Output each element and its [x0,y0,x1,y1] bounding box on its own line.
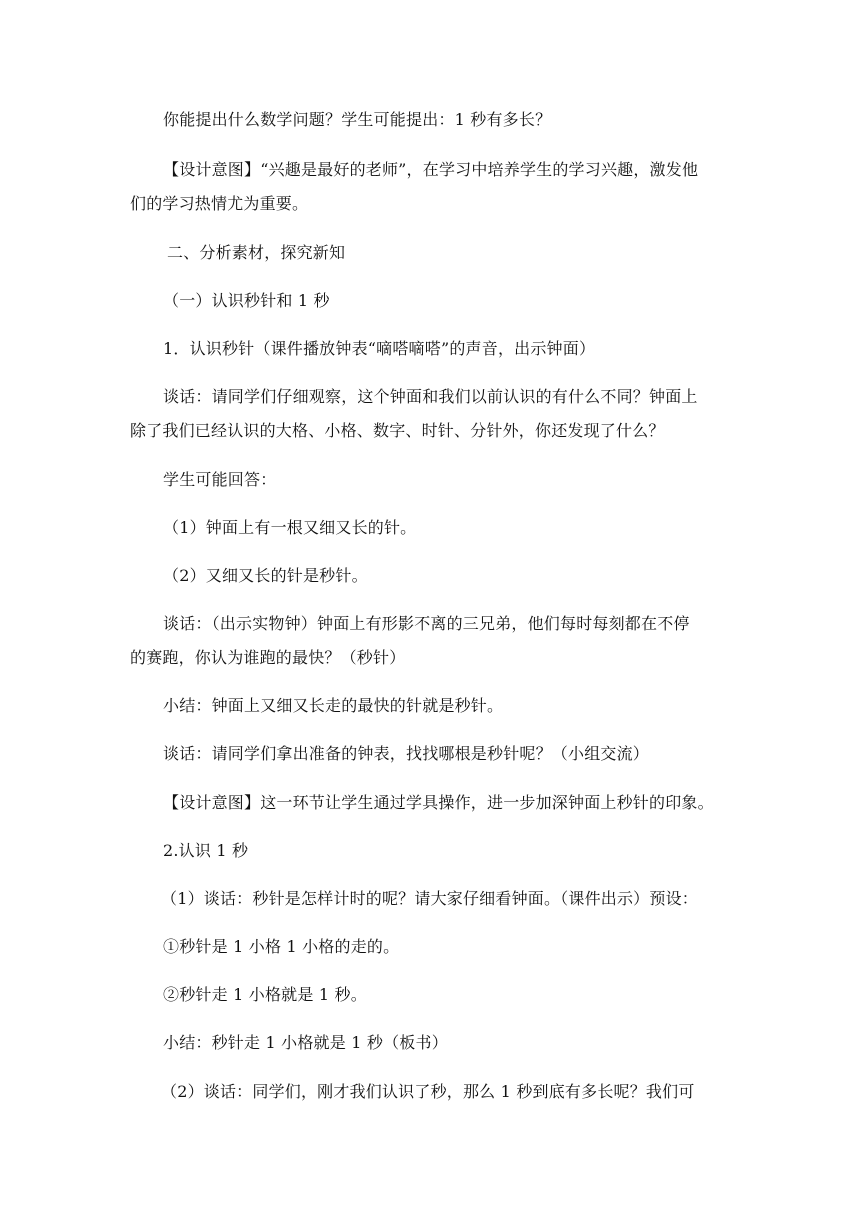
paragraph-design-intent-2 [130,786,767,820]
paragraph-dialogue-1 [130,380,734,448]
paragraph-summary-2 [130,1026,767,1060]
preset-item-2 [130,978,767,1012]
text-line: （1）谈话：秒针是怎样计时的呢？请大家仔细看钟面。（课件出示）预设： [161,889,698,908]
text-line: （2）谈话：同学们，刚才我们认识了秒，那么 1 秒到底有多长呢？我们可 [161,1082,695,1101]
paragraph-dialogue-4 [130,882,765,916]
text-line: 【设计意图】这一环节让学生通过学具操作，进一步加深钟面上秒针的印象。 [163,793,714,812]
paragraph-summary-1 [130,689,767,723]
subsection-heading-1 [130,284,767,318]
text-line: 的赛跑，你认为谁跑的最快？（秒针） [130,648,406,667]
text-line: 小结：钟面上又细又长走的最快的针就是秒针。 [163,696,504,715]
text-line: 们的学习热情尤为重要。 [130,194,309,213]
text-line: 2.认识 1 秒 [163,841,249,860]
text-line: 1．认识秒针（课件播放钟表“嘀嗒嘀嗒”的声音，出示钟面） [163,339,596,358]
text-line: 二、分析素材，探究新知 [167,243,346,262]
text-line: 学生可能回答： [163,470,277,489]
text-line: （一）认识秒针和 1 秒 [163,291,330,310]
text-line: 谈话：（出示实物钟）钟面上有形影不离的三兄弟，他们每时每刻都在不停 [163,614,690,633]
paragraph-dialogue-3 [130,737,767,771]
text-line: 小结：秒针走 1 小格就是 1 秒（板书） [163,1033,448,1052]
text-line: ②秒针走 1 小格就是 1 秒。 [163,985,367,1004]
text-line: （1）钟面上有一根又细又长的针。 [163,518,417,537]
paragraph-design-intent-1 [130,153,734,221]
text-line: 谈话：请同学们拿出准备的钟表，找找哪根是秒针呢？（小组交流） [163,744,650,763]
paragraph-student-answer [130,463,767,497]
text-line: 【设计意图】“兴趣是最好的老师”，在学习中培养学生的学习兴趣，激发他 [163,160,699,179]
list-item-2 [130,559,767,593]
item-heading-2 [130,834,767,868]
item-heading-1 [130,332,767,366]
text-line: （2）又细又长的针是秒针。 [163,566,368,585]
list-item-1 [130,511,767,545]
paragraph-dialogue-2 [130,607,734,675]
paragraph-question [130,103,767,137]
section-heading-2 [130,236,771,270]
text-line: 除了我们已经认识的大格、小格、数字、时针、分针外，你还发现了什么？ [130,421,665,440]
paragraph-dialogue-5 [130,1075,765,1109]
text-line: 你能提出什么数学问题？学生可能提出：1 秒有多长？ [163,110,552,129]
text-line: 谈话：请同学们仔细观察，这个钟面和我们以前认识的有什么不同？钟面上 [163,387,698,406]
text-line: ①秒针是 1 小格 1 小格的走的。 [163,937,400,956]
preset-item-1 [130,930,767,964]
